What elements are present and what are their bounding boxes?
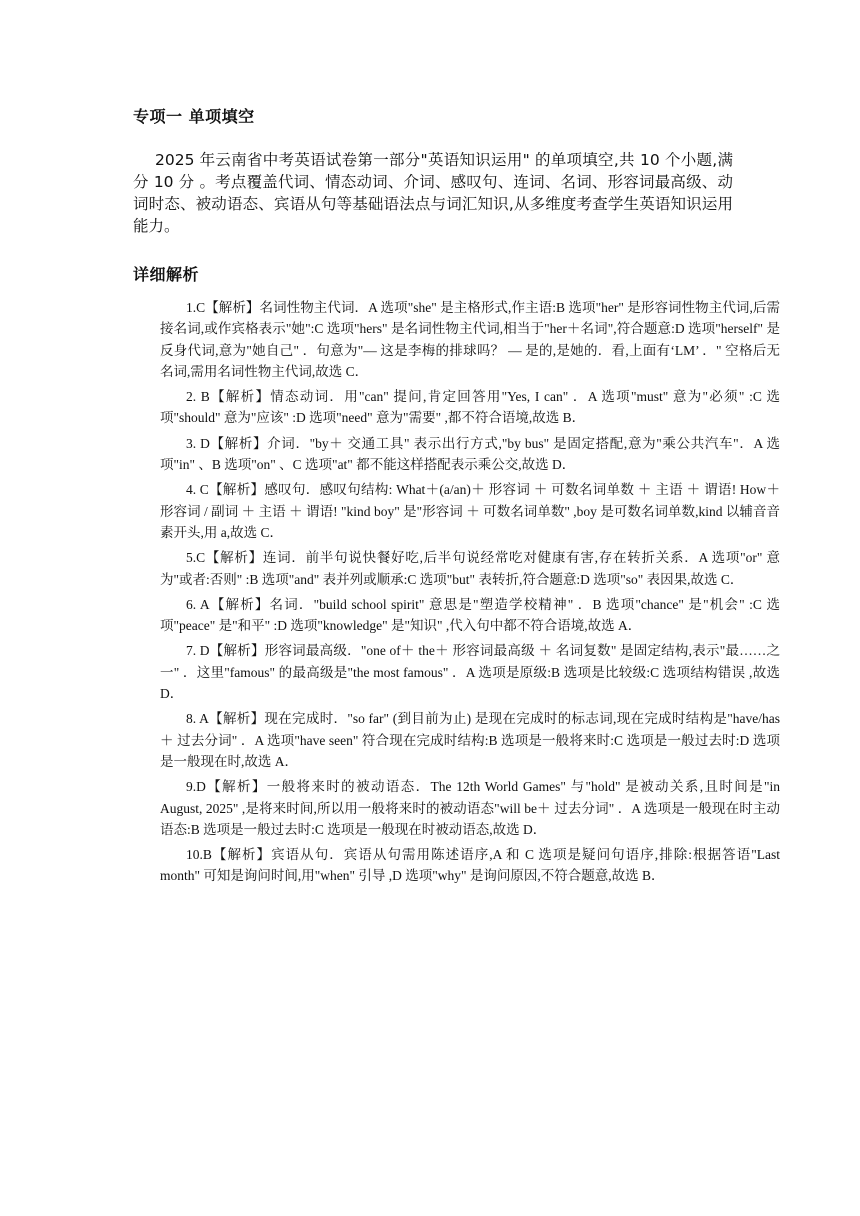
analysis-item: 4. C【解析】感叹句．感叹句结构: What＋(a/an)＋ 形容词 ＋ 可数名词单数 ＋ 主语 ＋ 谓语! How＋ 形容词 / 副词 ＋ 主语 ＋ 谓语! "kind boy" 是"形容词 ＋ 可数名词单数" ,boy 是可数名词单数,kind 以辅音音素开头,用 a,故选 C．	[160, 482, 780, 540]
analysis-item: 6. A【解析】名词．"build school spirit" 意思是"塑造学校精神" ．B 选项"chance" 是"机会" :C 选项"peace" 是"和平" :D 选项"knowledge" 是"知识" ,代入句中都不符合语境,故选 A．	[160, 596, 780, 634]
analysis-item: 2. B【解析】情态动词．用"can" 提问,肯定回答用"Yes, I can" ．A 选项"must" 意为"必须" :C 选项"should" 意为"应该" :D 选项"need" 意为"需要" ,都不符合语境,故选 B．	[160, 389, 780, 426]
analysis-item: 8. A【解析】现在完成时．"so far" (到目前为止) 是现在完成时的标志词,现在完成时结构是"have/has＋ 过去分词" ．A 选项"have seen" 符合现在完成时结构:B 选项是一般将来时:C 选项是一般过去时:D 选项是一般现在时,故选 A．	[160, 711, 780, 769]
analysis-item: 9.D【解析】一般将来时的被动语态．The 12th World Games" 与"hold" 是被动关系,且时间是"in August, 2025" ,是将来时间,所以用一般将来时的被动语态"will be＋ 过去分词" ．A 选项是一般现在时主动语态:B 选项是一般过去时:C 选项是一般现在时被动语态,故选 D．	[160, 779, 780, 837]
analysis-item: 7. D【解析】形容词最高级．"one of＋ the＋ 形容词最高级 ＋ 名词复数" 是固定结构,表示"最……之一" ．这里"famous" 的最高级是"the most famous" ．A 选项是原级:B 选项是比较级:C 选项结构错误 ,故选 D．	[160, 643, 780, 702]
intro-paragraph: 2025 年云南省中考英语试卷第一部分"英语知识运用" 的单项填空,共 10 个小题,满分 10 分 。考点覆盖代词、情态动词、介词、感叹句、连词、名词、形容词最高级、动词时态、被动语态、宾语从句等基础语法点与词汇知识,从多维度考查学生英语知识运用能力。	[133, 151, 733, 235]
analysis-item: 5.C【解析】连词．前半句说快餐好吃,后半句说经常吃对健康有害,存在转折关系．A 选项"or" 意为"或者:否则" :B 选项"and" 表并列或顺承:C 选项"but" 表转折,符合题意:D 选项"so" 表因果,故选 C．	[160, 550, 780, 587]
analysis-item: 10.B【解析】宾语从句．宾语从句需用陈述语序,A 和 C 选项是疑问句语序,排除:根据答语"Last month" 可知是询问时间,用"when" 引导 ,D 选项"why" 是询问原因,不符合题意,故选 B．	[160, 847, 780, 884]
section-title: 专项一 单项填空	[133, 107, 255, 126]
analysis-list	[160, 297, 780, 891]
analysis-item: 3. D【解析】介词．"by＋ 交通工具" 表示出行方式,"by bus" 是固定搭配,意为"乘公共汽车"．A 选项"in" 、B 选项"on" 、C 选项"at" 都不能这样搭配表示乘公交,故选 D．	[160, 435, 780, 473]
analysis-title: 详细解析	[133, 265, 200, 284]
analysis-item: 1.C【解析】名词性物主代词．A 选项"she" 是主格形式,作主语:B 选项"her" 是形容词性物主代词,后需接名词,或作宾格表示"她":C 选项"hers" 是名词性物主代词,相当于"her＋名词",符合题意:D 选项"herself" 是反身代词,意为"她自己" ．句意为"— 这是李梅的排球吗？ — 是的,是她的．看,上面有‘LM’ ．" 空格后无名词,需用名词性物主代词,故选 C．	[160, 300, 780, 379]
